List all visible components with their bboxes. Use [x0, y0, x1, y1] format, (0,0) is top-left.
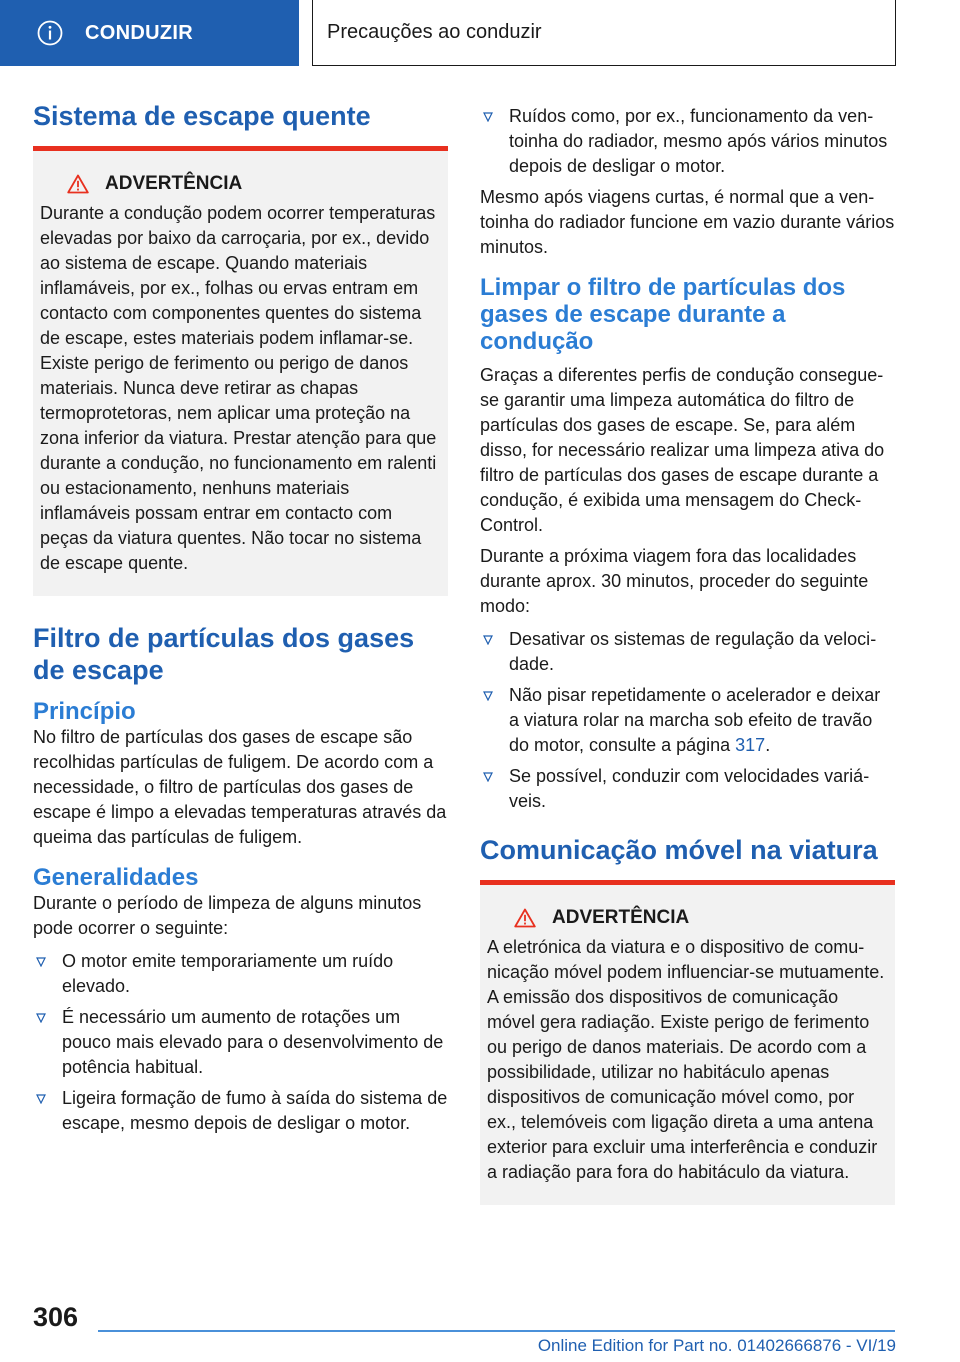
list-item: É necessário um aumento de rotações um pouco mais elevado para o desenvolvimento de potência habitual.	[33, 1005, 448, 1080]
warning-text: Durante a condução podem ocorrer temperaturas elevadas por baixo da carroçaria, por ex., devido ao sistema de escape. Quando materiais inflamáveis, por ex., folhas ou ervas entram em contacto com componentes quentes do sistema de escape, estes materiais podem inflamar-se. Existe perigo de ferimento ou perigo de danos materiais. Nunca deve retirar as chapas termoprotetoras, nem aplicar uma proteção na zona inferior da viatura. Prestar atenção para que durante a condução, no funcionamento em ralenti ou estacionamento, nenhuns materiais inflamáveis possam entrar em contacto com peças da viatura quentes. Não tocar no sistema de escape quente.	[40, 203, 437, 573]
heading-hot-exhaust: Sistema de escape quente	[33, 101, 371, 131]
warning-box-mobile	[480, 880, 895, 1205]
clean-text-2: Durante a próxima viagem fora das localidades durante aprox. 30 minutos, proceder do seguinte modo:	[480, 546, 869, 616]
list-item: Se possível, conduzir com velocidades variáveis.	[480, 764, 895, 814]
warning-triangle-icon	[514, 908, 536, 928]
heading-mobile-communication: Comunicação móvel na viatura	[480, 835, 878, 865]
page-link-317[interactable]: 317	[735, 735, 766, 755]
bullet-triangle-icon	[36, 1013, 46, 1023]
warning-text: A eletrónica da viatura e o dispositivo de comunicação móvel podem influenciar-se mutuamente. A emissão dos dispositivos de comunicação móvel gera radiação. Existe perigo de ferimento ou perigo de danos materiais. De acordo com a possibilidade, utilizar no habitáculo apenas dispositivos de comunicação móvel como, por ex., telemóveis com ligação direta a uma antena exterior para excluir uma interferência e conduzir a radiação para fora do habitáculo da viatura.	[487, 937, 885, 1182]
list-item: Ligeira formação de fumo à saída do sistema de escape, mesmo depois de desligar o motor.	[33, 1086, 448, 1136]
bullet-triangle-icon	[36, 957, 46, 967]
page-number: 306	[33, 1302, 79, 1332]
left-column	[33, 100, 448, 1142]
right-column	[480, 104, 895, 1205]
heading-clean-filter: Limpar o filtro de partículas dos gases de escape durante a condução	[480, 274, 846, 355]
bullet-triangle-icon	[36, 1094, 46, 1104]
breadcrumb-label: Precauções ao conduzir	[327, 21, 542, 43]
fan-text: Mesmo após viagens curtas, é normal que a ventoinha do radiador funcione em vazio durante vários minutos.	[480, 187, 895, 257]
info-icon	[37, 20, 63, 46]
heading-particle-filter: Filtro de partículas dos gases de escape	[33, 623, 415, 685]
bullet-triangle-icon	[483, 691, 493, 701]
noise-bullet-list	[480, 104, 895, 179]
warning-title	[487, 907, 887, 929]
list-item: Ruídos como, por ex., funcionamento da ventoinha do radiador, mesmo após vários minutos depois de desligar o motor.	[480, 104, 895, 179]
clean-text-1: Graças a diferentes perfis de condução consegue-se garantir uma limpeza automática do filtro de partículas dos gases de escape. Se, para além disso, for necessário realizar uma limpeza ativa do filtro de partículas dos gases de escape durante a condução, é exibida uma mensagem do Check-Control.	[480, 365, 885, 535]
footer-divider	[98, 1330, 895, 1332]
list-item: Desativar os sistemas de regulação da velocidade.	[480, 627, 895, 677]
page-header	[0, 0, 960, 66]
heading-principle: Princípio	[33, 698, 136, 725]
bullet-triangle-icon	[483, 112, 493, 122]
warning-triangle-icon	[67, 174, 89, 194]
clean-bullet-list	[480, 627, 895, 814]
chapter-tab-label: CONDUZIR	[85, 21, 193, 44]
breadcrumb	[312, 0, 896, 66]
warning-title-text: ADVERTÊNCIA	[552, 907, 690, 928]
general-text: Durante o período de limpeza de alguns minutos pode ocorrer o seguinte:	[33, 893, 422, 938]
chapter-tab[interactable]	[0, 0, 299, 66]
principle-text: No filtro de partículas dos gases de escape são recolhidas partículas de fuligem. De acordo com a necessidade, o filtro de partículas dos gases de escape é limpo a elevadas temperaturas através da queima das partículas de fuligem.	[33, 727, 447, 847]
bullet-triangle-icon	[483, 772, 493, 782]
general-bullet-list	[33, 949, 448, 1136]
warning-title	[40, 173, 440, 195]
heading-general: Generalidades	[33, 864, 199, 891]
warning-title-text: ADVERTÊNCIA	[105, 173, 243, 194]
warning-box-exhaust	[33, 146, 448, 596]
bullet-triangle-icon	[483, 635, 493, 645]
edition-text: Online Edition for Part no. 01402666876 - VI/19	[537, 1336, 896, 1355]
list-item: O motor emite temporariamente um ruído elevado.	[33, 949, 448, 999]
list-item: Não pisar repetidamente o acelerador e deixar a viatura rolar na marcha sob efeito de travão do motor, consulte a página 317.	[480, 683, 895, 758]
